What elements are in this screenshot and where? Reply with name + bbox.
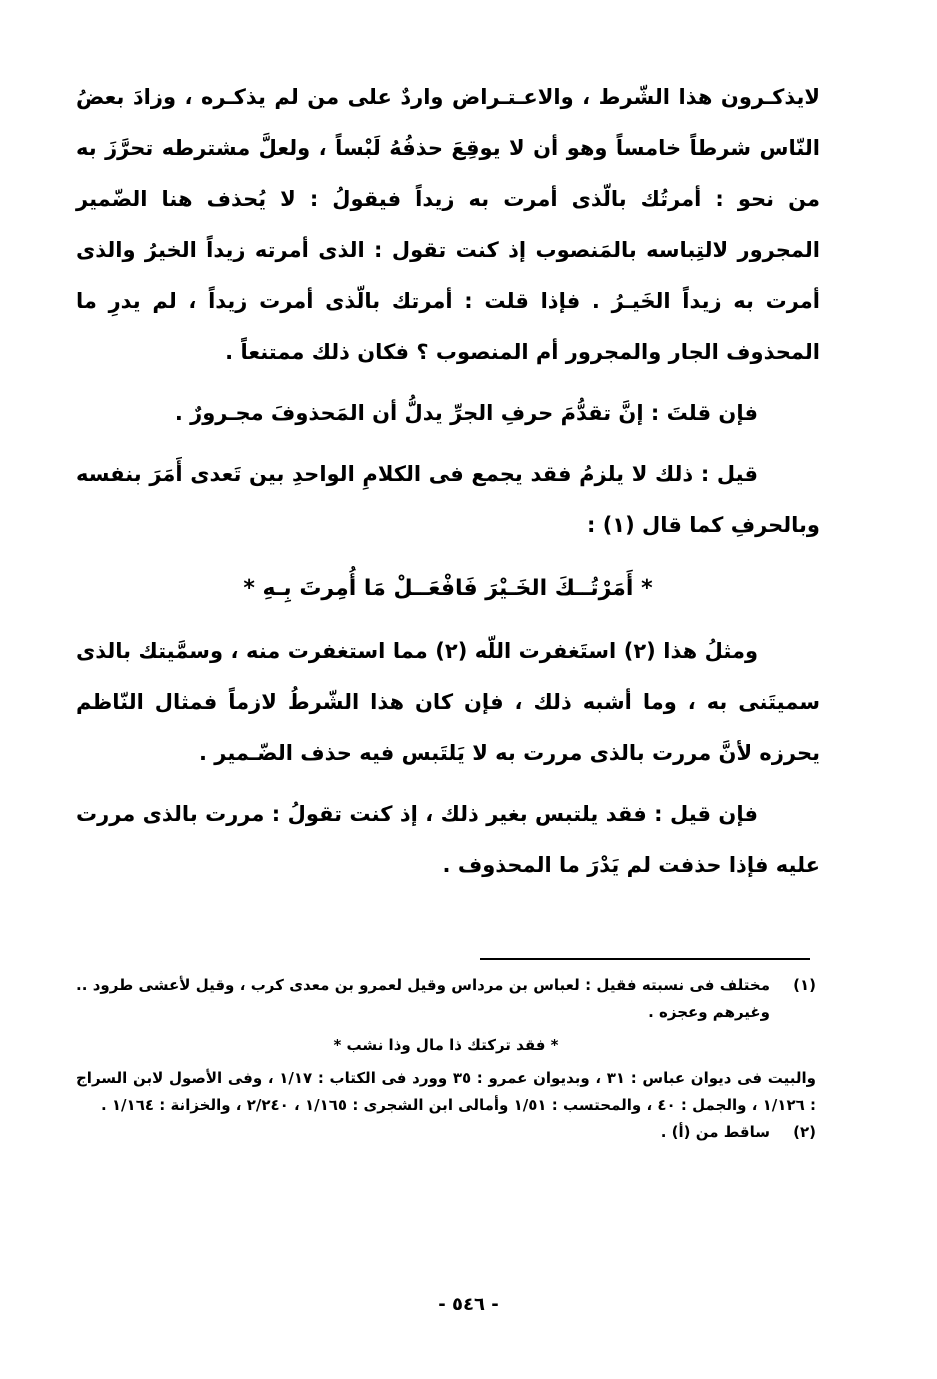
paragraph-5: فإن قيل : فقد يلتبس بغير ذلك ، إذ كنت تقولُ : مررت بالذى مررت عليه فإذا حذفت لم يَدْرَ ما المحذوف .	[76, 802, 820, 877]
page-number: - ٥٤٦ -	[438, 1294, 499, 1315]
footnote-2-number: (٢)	[793, 1123, 816, 1141]
footnote-2-text: ساقط من (أ) .	[660, 1123, 770, 1141]
footnotes	[76, 972, 816, 1146]
footnote-1-number: (١)	[793, 976, 816, 994]
paragraph-1: لايذكـرون هذا الشّرط ، والاعـتـراض واردٌ على من لم يذكـره ، وزادَ بعضُ النّاس شرطاً خامساً وهو أن لا يوقِعَ حذفُهُ لَبْساً ، ولعلَّ مشترطه تحرَّزَ به من نحو : أمرتُك بالّذى أمرت به زيداً فيقولُ : لا يُحذف هنا الضّمير المجرور لالتِباسه بالمَنصوب إذ كنت تقول : الذى أمرته زيداً الخيرُ والذى أمرت به زيداً الخَيـرُ . فإذا قلت : أمرتك بالّذى أمرت زيداً ، لم يدرِ ما المحذوف الجار والمجرور أم المنصوب ؟ فكان ذلك ممتنعاً .	[76, 85, 820, 364]
footnote-separator	[480, 958, 810, 960]
verse-line: * أَمَرْتُــكَ الخَـيْرَ فَافْعَــلْ مَا أُمِرتَ بِـهِ *	[243, 576, 653, 601]
paragraph-3: قيل : ذلك لا يلزمُ فقد يجمع فى الكلامِ الواحدِ بين تَعدى أَمَرَ بنفسه وبالحرفِ كما قال (١) :	[76, 462, 820, 537]
footnote-2	[76, 1119, 816, 1146]
paragraph-4: ومثلُ هذا (٢) استَغفرت اللّه (٢) مما استغفرت منه ، وسمَّيتك بالذى سميتَنى به ، وما أشبه ذلك ، فإن كان هذا الشّرطُ لازماً فمثال النّاظم يحرزه لأنَّ مررت بالذى مررت به لا يَلتَبس فيه حذف الضّـمير .	[76, 639, 820, 765]
paragraph-2: فإن قلتَ : إنَّ تقدُّمَ حرفِ الجرِّ يدلُّ أن المَحذوفَ مجـرورٌ .	[174, 401, 758, 425]
footnote-1-text: مختلف فى نسبته فقيل : لعباس بن مرداس وقيل لعمرو بن معدى كرب ، وقيل لأعشى طرود .. وغيرهم وعجزه .	[76, 976, 770, 1021]
main-text	[76, 72, 820, 891]
footnote-1	[76, 972, 816, 1026]
footnote-1-sources: والبيت فى ديوان عباس : ٣١ ، وبديوان عمرو : ٣٥ وورد فى الكتاب : ١/١٧ ، وفى الأصول لابن السراج : ١/١٢٦ ، والجمل : ٤٠ ، والمحتسب : ١/٥١ وأمالى ابن الشجرى : ١/١٦٥ ، ٢/٢٤٠ ، والخزانة : ١/١٦٤ .	[76, 1069, 817, 1114]
footnote-1-verse: * فقد تركتك ذا مال وذا نشب *	[333, 1036, 559, 1054]
